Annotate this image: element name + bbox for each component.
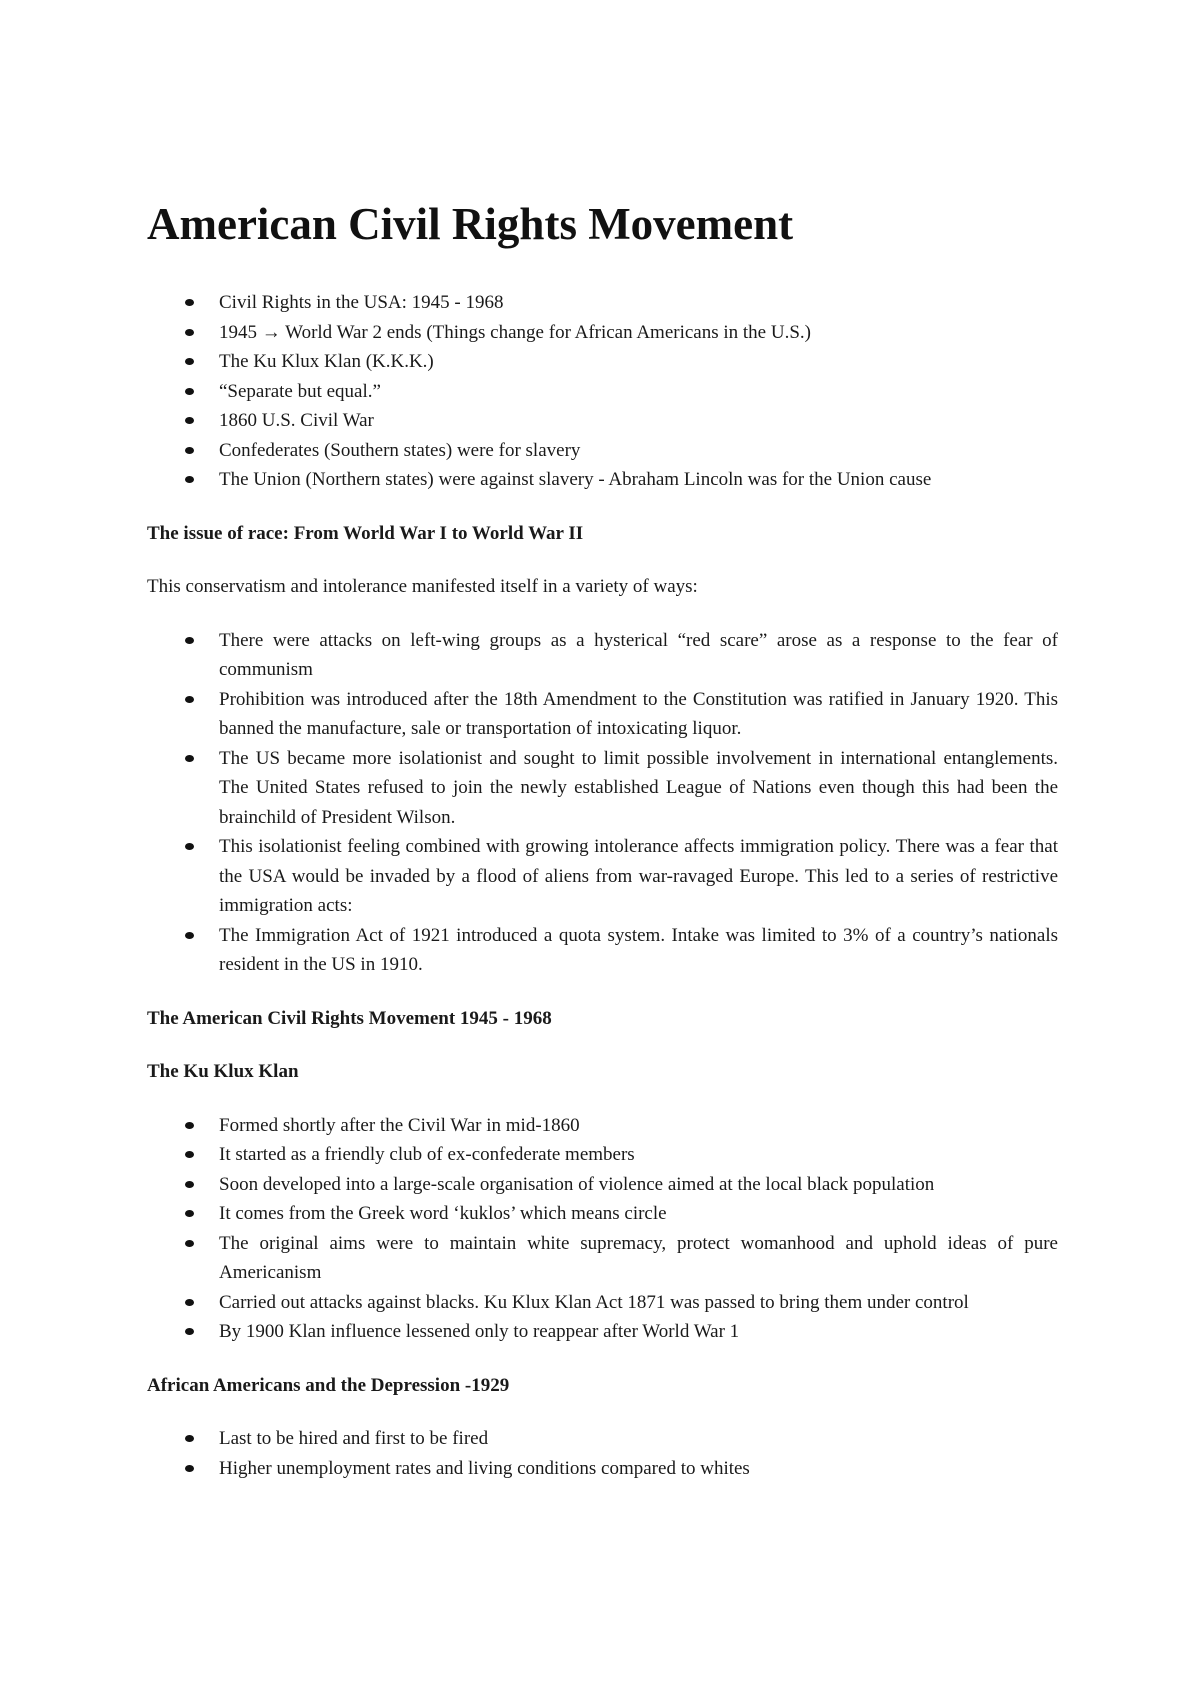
list-item: The Immigration Act of 1921 introduced a quota system. Intake was limited to 3% of a country’s nationals resident in the US in 1910. xyxy=(147,921,1058,980)
list-item: The original aims were to maintain white supremacy, protect womanhood and uphold ideas of pure Americanism xyxy=(147,1229,1058,1288)
list-item: The Ku Klux Klan (K.K.K.) xyxy=(147,347,1058,377)
list-item: Higher unemployment rates and living conditions compared to whites xyxy=(147,1454,1058,1484)
kkk-bullet-list xyxy=(147,1111,1058,1347)
list-item: There were attacks on left-wing groups as a hysterical “red scare” arose as a response to the fear of communism xyxy=(147,626,1058,685)
list-item: Confederates (Southern states) were for slavery xyxy=(147,436,1058,466)
list-item: Formed shortly after the Civil War in mid-1860 xyxy=(147,1111,1058,1141)
list-item: By 1900 Klan influence lessened only to reappear after World War 1 xyxy=(147,1317,1058,1347)
section-heading-race: The issue of race: From World War I to World War II xyxy=(147,522,584,544)
list-item: Soon developed into a large-scale organisation of violence aimed at the local black population xyxy=(147,1170,1058,1200)
list-item: 1945 → World War 2 ends (Things change for African Americans in the U.S.) xyxy=(147,318,1058,348)
list-item: Carried out attacks against blacks. Ku Klux Klan Act 1871 was passed to bring them under control xyxy=(147,1288,1058,1318)
list-item: The US became more isolationist and sought to limit possible involvement in international entanglements. The United States refused to join the newly established League of Nations even though this had been the brainchild of President Wilson. xyxy=(147,744,1058,833)
section-heading-movement: The American Civil Rights Movement 1945 - 1968 xyxy=(147,1007,552,1029)
section-heading-kkk: The Ku Klux Klan xyxy=(147,1061,299,1082)
depression-bullet-list xyxy=(147,1424,1058,1483)
list-item: Civil Rights in the USA: 1945 - 1968 xyxy=(147,288,1058,318)
race-bullet-list xyxy=(147,626,1058,980)
list-item: It started as a friendly club of ex-confederate members xyxy=(147,1140,1058,1170)
section-paragraph: This conservatism and intolerance manifested itself in a variety of ways: xyxy=(147,576,698,597)
list-item: Last to be hired and first to be fired xyxy=(147,1424,1058,1454)
document-page xyxy=(147,196,1058,1483)
list-item: It comes from the Greek word ‘kuklos’ which means circle xyxy=(147,1199,1058,1229)
intro-bullet-list xyxy=(147,288,1058,495)
page-title: American Civil Rights Movement xyxy=(147,199,794,249)
list-item: “Separate but equal.” xyxy=(147,377,1058,407)
list-item: Prohibition was introduced after the 18th Amendment to the Constitution was ratified in January 1920. This banned the manufacture, sale or transportation of intoxicating liquor. xyxy=(147,685,1058,744)
list-item: 1860 U.S. Civil War xyxy=(147,406,1058,436)
list-item: This isolationist feeling combined with growing intolerance affects immigration policy. There was a fear that the USA would be invaded by a flood of aliens from war-ravaged Europe. This led to a series of restrictive immigration acts: xyxy=(147,832,1058,921)
section-heading-depression: African Americans and the Depression -1929 xyxy=(147,1374,510,1396)
list-item: The Union (Northern states) were against slavery - Abraham Lincoln was for the Union cause xyxy=(147,465,1058,495)
